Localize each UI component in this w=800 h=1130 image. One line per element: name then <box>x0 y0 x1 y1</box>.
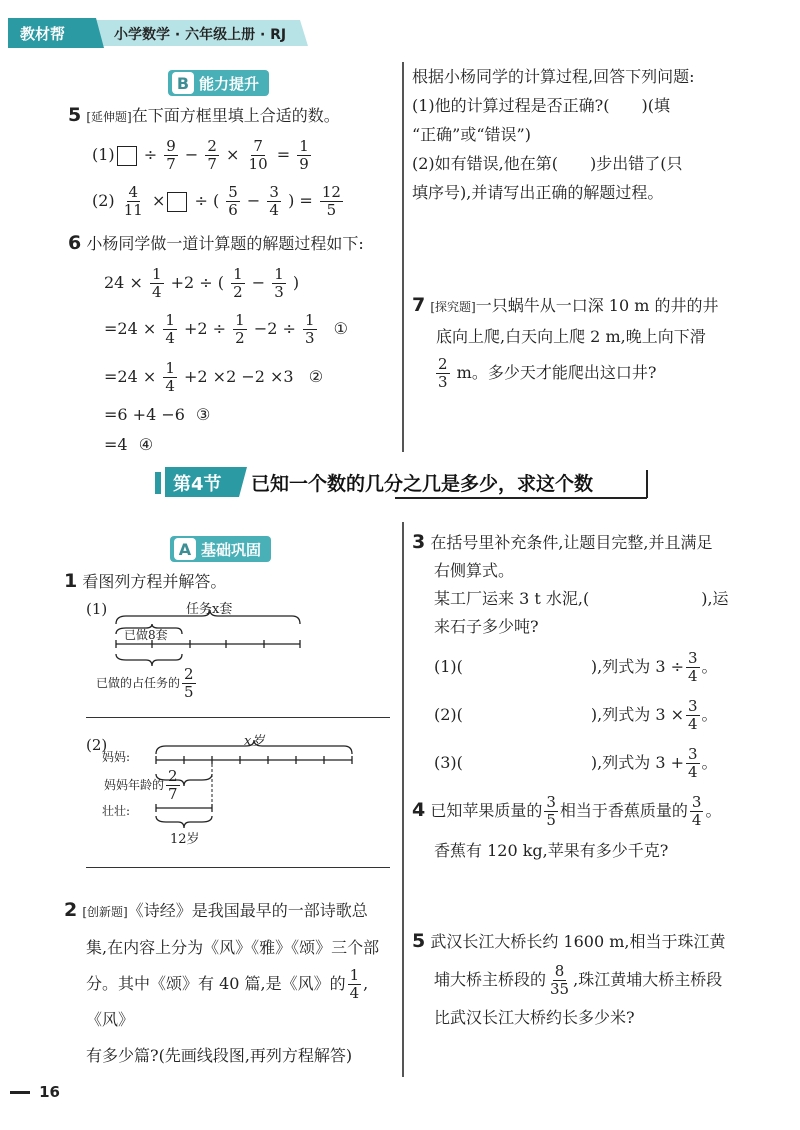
diagram-done-label: 已做8套 <box>124 628 168 642</box>
question-1 <box>64 570 226 593</box>
question-text: 《诗经》是我国最早的一部诗歌总 <box>127 901 368 920</box>
question-text: 武汉长江大桥长约 1600 m,相当于珠江黄 <box>430 932 726 951</box>
part-label: (2) <box>92 191 115 210</box>
question-text: m。多少天才能爬出这口井? <box>456 363 657 382</box>
sub-question-1b: “正确”或“错误”) <box>412 125 531 144</box>
footer-rule <box>10 1091 30 1094</box>
fraction: $\frac{2}{7}$ <box>207 137 217 173</box>
fraction: $\frac{3}{5}$ <box>546 793 556 829</box>
step-marker: ① <box>333 319 348 338</box>
question-text: 右侧算式。 <box>434 561 515 580</box>
question-text: 某工厂运来 3 t 水泥,( ),运 <box>434 589 729 608</box>
fraction: $\frac{1}{4}$ <box>165 311 175 347</box>
q6-step-0: 24 × $\frac{1}{4}$ +2 ÷ ( $\frac{1}{2}$ − $\frac{1}{3}$ ) <box>104 265 300 301</box>
question-number: 4 <box>412 799 426 821</box>
section-title: 基础巩固 <box>201 540 262 559</box>
fraction: $\frac{1}{3}$ <box>274 265 284 301</box>
question-text: 在下面方框里填上合适的数。 <box>131 106 340 125</box>
q3-option-1: (1)( ),列式为 3 ÷ $\frac{3}{4}$ 。 <box>434 649 718 685</box>
fraction: $\frac{3}{4}$ <box>269 183 279 219</box>
question-text: 看图列方程并解答。 <box>82 572 227 591</box>
diagram-fraction-label: 妈妈年龄的 $\frac{2}{7}$ <box>104 767 178 803</box>
page-number: 16 <box>39 1083 60 1101</box>
q3-option-3: (3)( ),列式为 3 + $\frac{3}{4}$ 。 <box>434 745 718 781</box>
footer-page <box>10 1082 60 1101</box>
question-4: 4 已知苹果质量的 $\frac{3}{5}$ 相当于香蕉质量的 $\frac{3}{4}$ 。 香蕉有 120 kg,苹果有多少千克? <box>412 794 792 865</box>
question-3 <box>412 528 792 641</box>
question-2 <box>64 892 394 1074</box>
question-tag: [探究题] <box>430 300 476 314</box>
question-text: 有多少篇?(先画线段图,再列方程解答) <box>86 1046 353 1065</box>
fraction: $\frac{7}{10}$ <box>248 137 268 173</box>
fraction: $\frac{5}{6}$ <box>228 183 238 219</box>
fraction: $\frac{9}{7}$ <box>166 137 176 173</box>
q3-option-2: (2)( ),列式为 3 × $\frac{3}{4}$ 。 <box>434 697 718 733</box>
fraction: $\frac{1}{4}$ <box>151 265 162 301</box>
answer-box[interactable] <box>117 146 137 166</box>
step-marker: ③ <box>196 405 211 424</box>
question-text: 香蕉有 120 kg,苹果有多少千克? <box>434 841 669 860</box>
fraction: $\frac{2}{5}$ <box>184 665 194 701</box>
operator: ) = <box>288 191 313 210</box>
intro-line: 根据小杨同学的计算过程,回答下列问题: <box>412 67 695 86</box>
step-marker: ④ <box>138 435 154 454</box>
section-ability-badge <box>168 70 269 96</box>
question-7 <box>412 290 792 391</box>
section-4-banner <box>155 464 650 500</box>
mom-label: 妈妈: <box>102 750 131 764</box>
header-bar <box>8 18 308 48</box>
step-marker: ② <box>308 367 324 386</box>
question-number: 3 <box>412 531 426 553</box>
question-text: 一只蜗牛从一口深 10 m 的井的井 <box>475 296 719 315</box>
diagram-total-label: 任务x套 <box>186 602 233 617</box>
fraction: $\frac{3}{4}$ <box>688 745 698 781</box>
column-divider-top <box>402 62 404 452</box>
diagram-fraction-label: 已做的占任务的 $\frac{2}{5}$ <box>96 665 194 701</box>
question-text: 底向上爬,白天向上爬 2 m,晚上向下滑 <box>436 327 706 346</box>
fraction: $\frac{3}{4}$ <box>688 697 698 733</box>
question-text: 来石子多少吨? <box>434 617 539 636</box>
question-number: 2 <box>64 899 78 921</box>
fraction: $\frac{4}{11}$ <box>123 183 143 219</box>
fraction: $\frac{1}{2}$ <box>235 311 245 347</box>
fraction: $\frac{1}{9}$ <box>299 137 309 173</box>
diagram-age-label: 12岁 <box>170 832 200 847</box>
operator: = <box>276 145 291 164</box>
question-text: 集,在内容上分为《风》《雅》《颂》三个部 <box>86 938 380 957</box>
question-6 <box>68 232 364 255</box>
answer-box[interactable] <box>167 192 187 212</box>
kid-label: 壮壮: <box>102 804 131 818</box>
question-number: 5 <box>68 104 82 126</box>
question-tag: [创新题] <box>82 905 128 919</box>
question-number: 6 <box>68 232 82 254</box>
q6-step-4: =4 ④ <box>104 435 154 454</box>
fraction: $\frac{8}{35}$ <box>550 962 570 998</box>
question-number: 5 <box>412 930 426 952</box>
operator: ÷ <box>143 145 158 164</box>
part-label: (1) <box>92 145 115 164</box>
operator: ÷ ( <box>194 191 220 210</box>
section-letter: A <box>174 538 196 560</box>
section-title: 已知一个数的几分之几是多少，求这个数 <box>251 473 594 495</box>
segment-diagram-2 <box>86 726 386 846</box>
fraction: $\frac{1}{4}$ <box>349 966 360 1002</box>
operator: − <box>246 191 261 210</box>
operator: × <box>151 191 166 210</box>
question-tag: [延伸题] <box>86 110 132 124</box>
answer-line <box>86 717 390 718</box>
section-title: 能力提升 <box>199 74 260 93</box>
section-letter: B <box>172 72 194 94</box>
header-book: 小学数学 · 六年级上册 · RJ <box>114 27 287 43</box>
fraction: $\frac{1}{2}$ <box>233 265 243 301</box>
right-top-text <box>412 62 694 207</box>
fraction: $\frac{2}{7}$ <box>168 767 178 803</box>
answer-line <box>86 867 390 868</box>
diagram-label: (1) <box>86 600 108 618</box>
fraction: $\frac{12}{5}$ <box>321 183 341 219</box>
fraction: $\frac{1}{3}$ <box>304 311 315 347</box>
q5-part1 <box>92 138 313 173</box>
fraction: $\frac{3}{4}$ <box>688 649 698 685</box>
question-5 <box>68 104 340 128</box>
question-text: ,《风》 <box>86 974 369 1029</box>
sub-question-1a: (1)他的计算过程是否正确?( )(填 <box>412 96 670 115</box>
section-badge: 第4节 <box>173 474 222 495</box>
header-brand: 教材帮 <box>20 25 66 43</box>
operator: × <box>226 145 240 164</box>
question-text: 小杨同学做一道计算题的解题过程如下: <box>86 234 364 253</box>
operator: − <box>184 145 199 164</box>
section-basic-badge <box>170 536 271 562</box>
question-text: 在括号里补充条件,让题目完整,并且满足 <box>430 533 713 552</box>
segment-diagram-1 <box>86 598 386 701</box>
fraction: $\frac{2}{3}$ <box>438 355 448 391</box>
question-number: 7 <box>412 294 426 316</box>
fraction: $\frac{3}{4}$ <box>691 793 702 829</box>
q6-step-1: =24 × $\frac{1}{4}$ +2 ÷ $\frac{1}{2}$ −2 ÷ $\frac{1}{3}$ ① <box>104 311 348 347</box>
sub-question-2a: (2)如有错误,他在第( )步出错了(只 <box>412 154 683 173</box>
question-text: 比武汉长江大桥约长多少米? <box>434 1008 635 1027</box>
question-number: 1 <box>64 570 78 592</box>
sub-question-2b: 填序号),并请写出正确的解题过程。 <box>412 183 664 202</box>
q6-step-3: =6 +4 −6 ③ <box>104 405 211 424</box>
column-divider-bottom <box>402 522 404 1077</box>
q5-part2 <box>92 184 345 219</box>
q6-step-2: =24 × $\frac{1}{4}$ +2 ×2 −2 ×3 ② <box>104 359 324 395</box>
question-5-bottom: 5 武汉长江大桥长约 1600 m,相当于珠江黄 埔大桥主桥段的 $\frac{8}{35}$ ,珠江黄埔大桥主桥段 比武汉长江大桥约长多少米? <box>412 922 792 1037</box>
diagram-label: (2) <box>86 736 108 754</box>
fraction: $\frac{1}{4}$ <box>165 359 175 395</box>
question-text: 分。其中《颂》有 40 篇,是《风》的 <box>86 974 346 993</box>
diagram-total-label: x岁 <box>244 734 265 749</box>
